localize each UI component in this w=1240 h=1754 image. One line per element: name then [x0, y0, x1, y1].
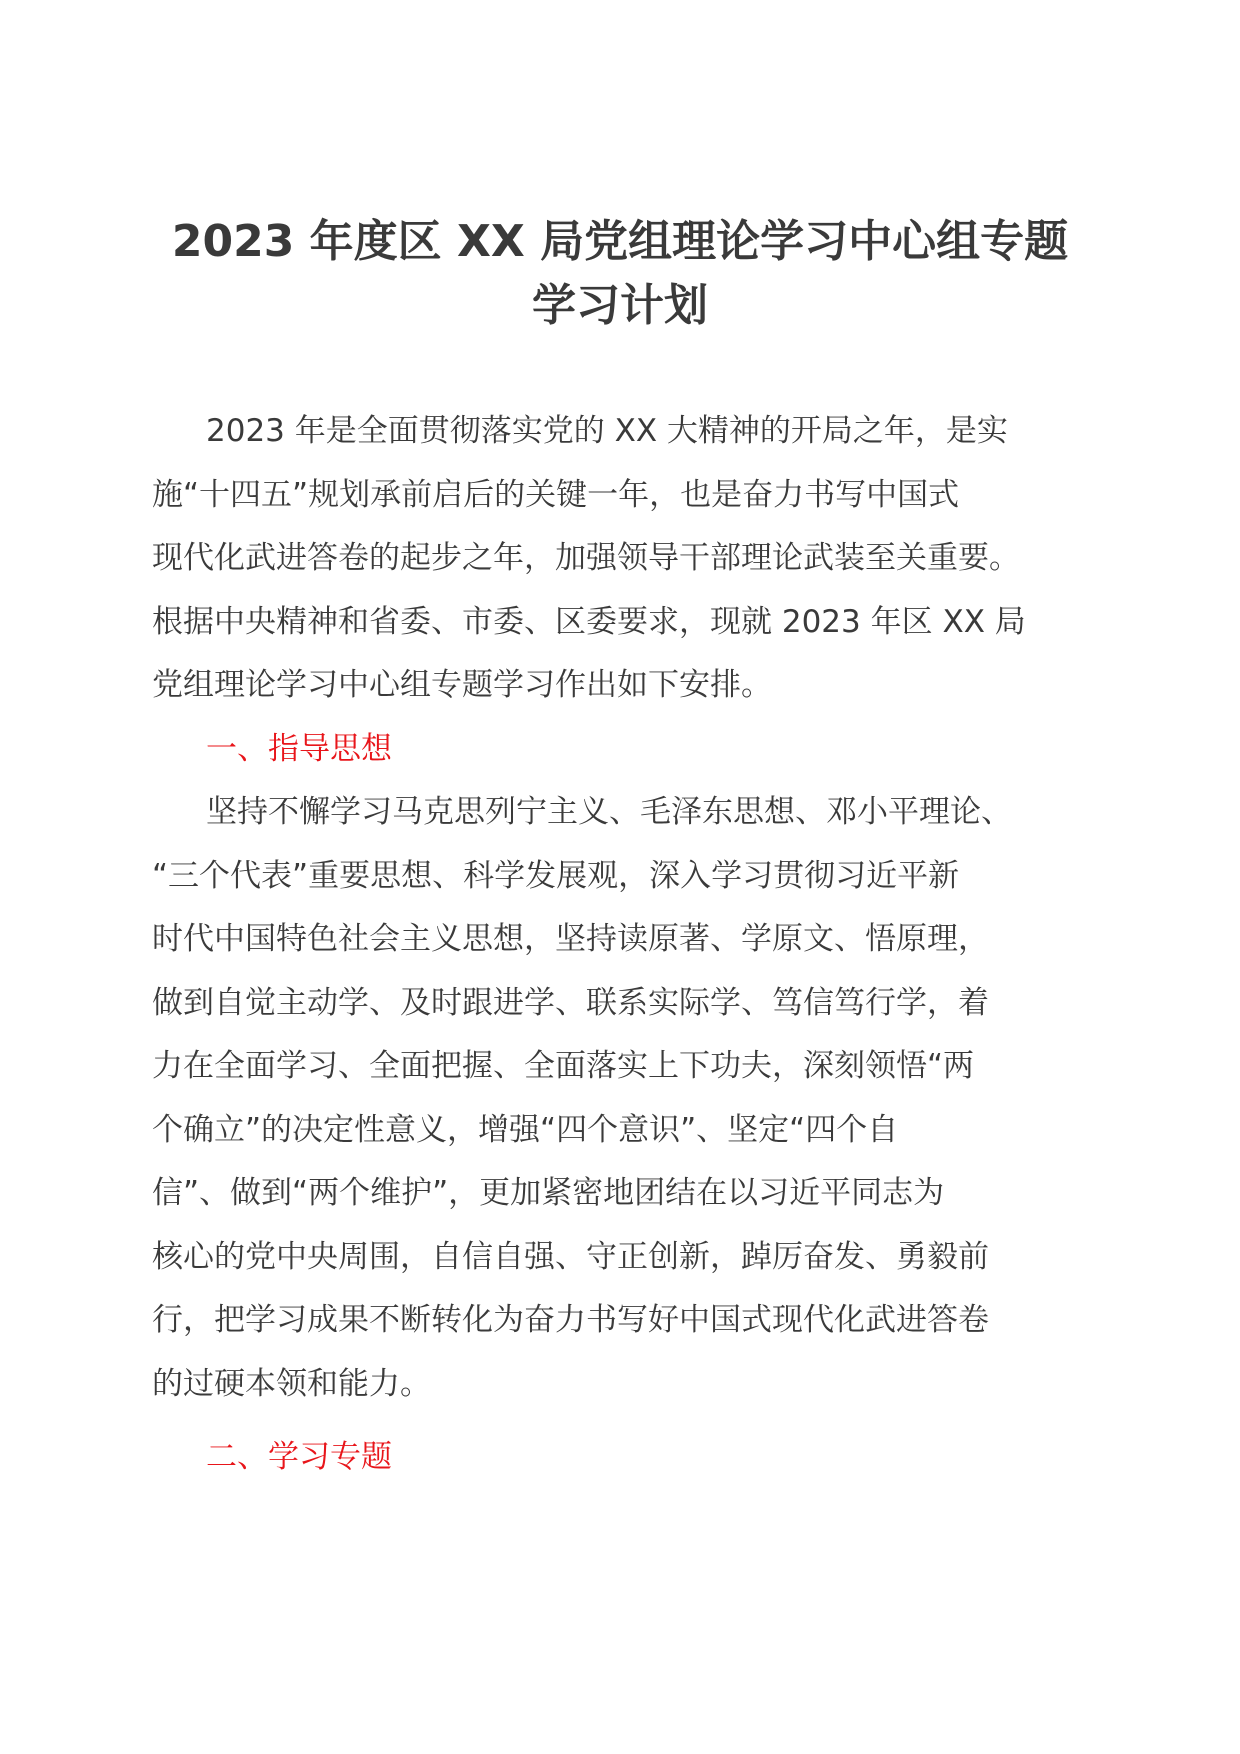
document-body [152, 400, 1092, 1490]
paragraph-line: “三个代表”重要思想、科学发展观，深入学习贯彻习近平新 [152, 857, 960, 894]
paragraph-line: 时代中国特色社会主义思想，坚持读原著、学原文、悟原理， [152, 921, 989, 957]
title-line-2: 学习计划 [532, 280, 708, 331]
paragraph-line: 做到自觉主动学、及时跟进学、联系实际学、笃信笃行学，着 [152, 984, 989, 1021]
intro-paragraph [152, 400, 1092, 718]
intro-line: 现代化武进答卷的起步之年，加强领导干部理论武装至关重要。 [152, 540, 1020, 576]
title-line-1: 2023 年度区 XX 局党组理论学习中心组专题 [171, 216, 1069, 267]
section-heading-guiding-ideology: 一、指导思想 [206, 730, 392, 767]
intro-line: 施“十四五”规划承前启后的关键一年，也是奋力书写中国式 [152, 476, 960, 513]
paragraph-line: 行，把学习成果不断转化为奋力书写好中国式现代化武进答卷 [152, 1302, 989, 1338]
paragraph-line: 力在全面学习、全面把握、全面落实上下功夫，深刻领悟“两 [152, 1048, 975, 1084]
intro-line: 根据中央精神和省委、市委、区委要求，现就 2023 年区 XX 局 [152, 603, 1026, 640]
paragraph-line: 的过硬本领和能力。 [152, 1365, 431, 1402]
paragraph-line: 坚持不懈学习马克思列宁主义、毛泽东思想、邓小平理论、 [206, 794, 1012, 830]
guiding-ideology-paragraph [152, 781, 1092, 1416]
paragraph-line: 信”、做到“两个维护”，更加紧密地团结在以习近平同志为 [152, 1175, 945, 1211]
paragraph-line: 核心的党中央周围，自信自强、守正创新，踔厉奋发、勇毅前 [152, 1238, 989, 1275]
section-heading-study-topics: 二、学习专题 [206, 1439, 392, 1475]
intro-line: 党组理论学习中心组专题学习作出如下安排。 [152, 667, 772, 703]
paragraph-line: 个确立”的决定性意义，增强“四个意识”、坚定“四个自 [152, 1111, 899, 1148]
paragraph-spacer [152, 1416, 1092, 1426]
intro-line: 2023 年是全面贯彻落实党的 XX 大精神的开局之年，是实 [206, 413, 1008, 449]
document-title [150, 210, 1090, 338]
